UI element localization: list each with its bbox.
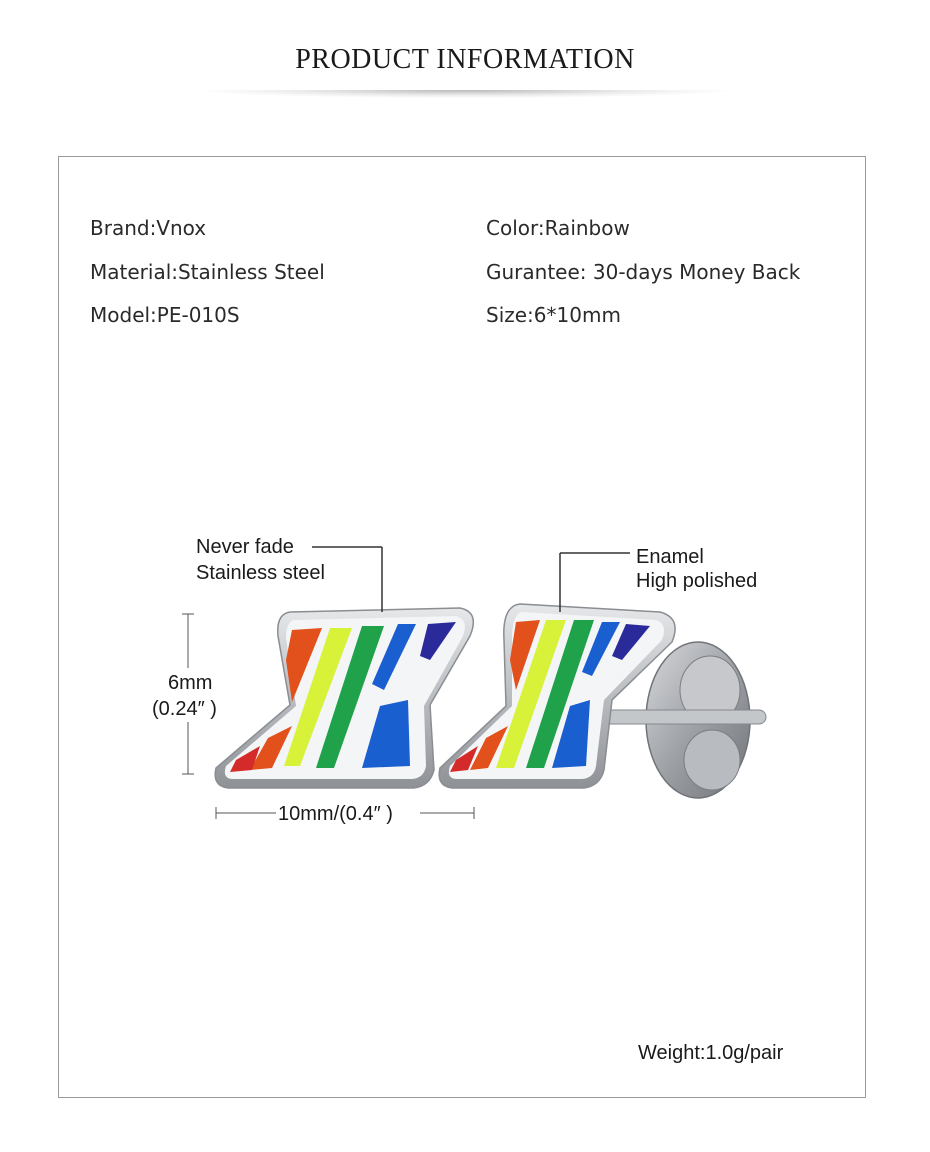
weight-label: Weight:1.0g/pair (638, 1042, 784, 1064)
spec-brand: Brand:Vnox (90, 216, 207, 240)
width-dimension (216, 803, 474, 825)
left-callout (196, 536, 382, 612)
left-earring (215, 608, 473, 788)
spec-size: Size:6*10mm (486, 303, 621, 327)
callout-never-fade: Never fade (196, 536, 294, 558)
callout-enamel: Enamel (636, 546, 704, 568)
height-mm-label: 6mm (168, 672, 213, 694)
spec-material: Material:Stainless Steel (90, 260, 325, 284)
spec-color: Color:Rainbow (486, 216, 630, 240)
height-dimension (148, 614, 238, 774)
right-callout (560, 546, 757, 612)
callout-high-polished: High polished (636, 570, 758, 592)
callout-stainless-steel: Stainless steel (196, 562, 325, 584)
right-earring (439, 604, 766, 798)
page-title: PRODUCT INFORMATION (295, 44, 635, 75)
spec-guarantee: Gurantee: 30-days Money Back (486, 260, 801, 284)
height-inch-label: (0.24″ ) (152, 698, 217, 720)
earring-post (600, 710, 766, 724)
spec-model: Model:PE-010S (90, 303, 240, 327)
width-label: 10mm/(0.4″ ) (278, 803, 393, 825)
